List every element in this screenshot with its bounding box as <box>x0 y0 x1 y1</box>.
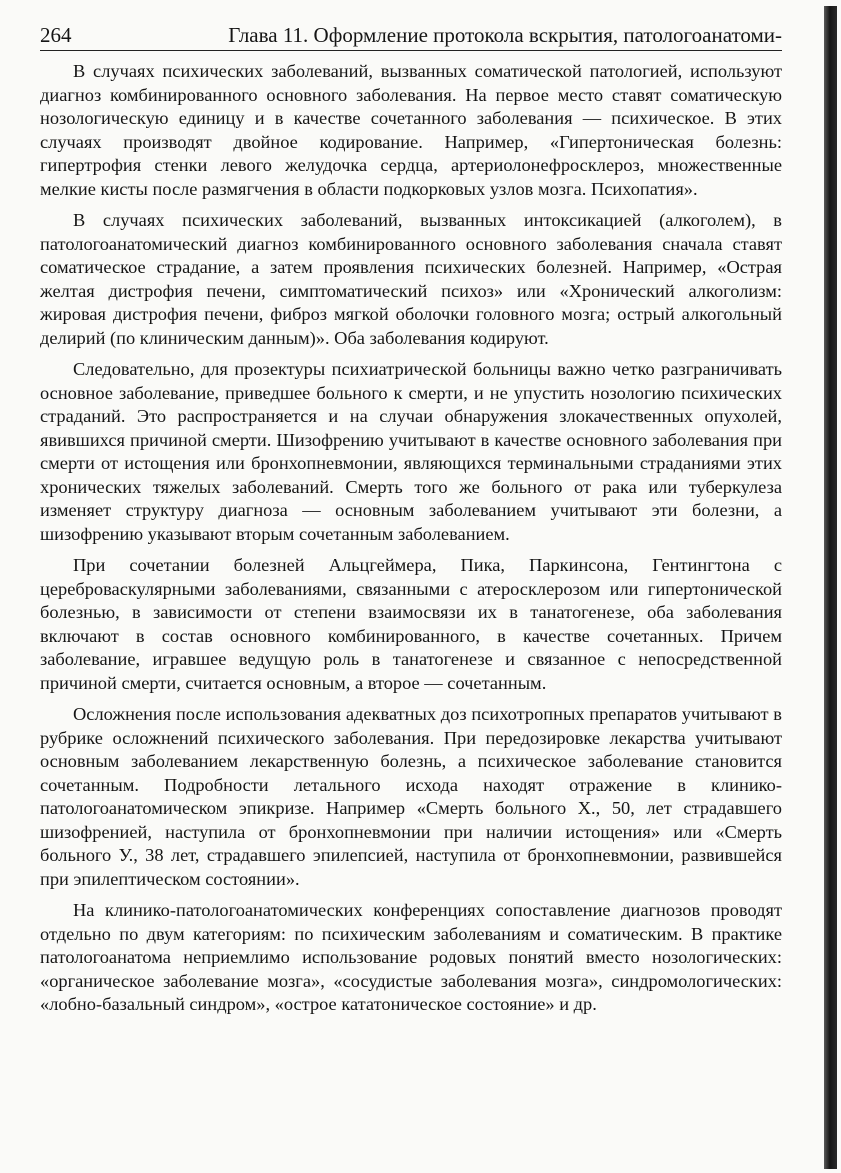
paragraph-5: Осложнения после использования адекватных доз психотропных препаратов учитывают в рубрике осложнений психического заболевания. При передозировке лекарства учитывают основным заболеванием лекарственную болезнь, а психическое заболевание становится сочетанным. Подробности летального исхода находят отражение в клинико-патологоанатомическом эпикризе. Например «Смерть больного Х., 50, лет страдавшего шизофренией, наступила от бронхопневмонии при наличии истощения» или «Смерть больного У., 38 лет, страдавшего эпилепсией, наступила от бронхопневмонии, развившейся при эпилептическом состоянии». <box>40 704 782 889</box>
paragraph-6: На клинико-патологоанатомических конференциях сопоставление диагнозов проводят отдельно по двум категориям: по психическим заболеваниям и соматическим. В практике патологоанатома неприемлимо использование родовых понятий вместо нозологических: «органическое заболевание мозга», «сосудистые заболевания мозга», синдромологических: «лобно-базальный синдром», «острое кататоническое состояние» и др. <box>40 900 782 1014</box>
chapter-title: Глава 11. Оформление протокола вскрытия, патологоанатоми- <box>228 23 782 47</box>
page-number: 264 <box>40 23 72 47</box>
paragraph-2: В случаях психических заболеваний, вызванных интоксикацией (алкоголем), в патологоанатомический диагноз комбинированного основного заболевания сначала ставят соматическое страдание, а затем проявления психических болезней. Например, «Острая желтая дистрофия печени, симптоматический психоз» или «Хронический алкоголизм: жировая дистрофия печени, фиброз мягкой оболочки головного мозга; острый алкогольный делирий (по клиническим данным)». Оба заболевания кодируют. <box>40 210 782 348</box>
paragraph-4: При сочетании болезней Альцгеймера, Пика, Паркинсона, Гентингтона с цереброваскулярными заболеваниями, связанными с атеросклерозом или гипертонической болезнью, в зависимости от степени взаимосвязи их в танатогенезе, оба заболевания включают в состав основного комбинированного, в качестве сочетанных. Причем заболевание, игравшее ведущую роль в танатогенезе и связанное с непосредственной причиной смерти, считается основным, а второе — сочетанным. <box>40 555 782 693</box>
running-head <box>40 20 782 51</box>
paragraph-3: Следовательно, для прозектуры психиатрической больницы важно четко разграничивать основное заболевание, приведшее больного к смерти, и не упустить нозологию психических страданий. Это распространяется и на случаи обнаружения злокачественных опухолей, явившихся причиной смерти. Шизофрению учитывают в качестве основного заболевания при смерти от истощения или бронхопневмонии, являющихся терминальными страданиями этих хронических тяжелых заболеваний. Смерть того же больного от рака или туберкулеза изменяет структуру диагноза — основным заболеванием учитывают эти болезни, а шизофрению указывают вторым сочетанным заболеванием. <box>40 359 782 544</box>
paragraph-1: В случаях психических заболеваний, вызванных соматической патологией, используют диагноз комбинированного основного заболевания. На первое место ставят соматическую нозологическую единицу и в качестве сочетанного заболевания — психическое. В этих случаях производят двойное кодирование. Например, «Гипертоническая болезнь: гипертрофия стенки левого желудочка сердца, артериолонефросклероз, множественные мелкие кисты после размягчения в области подкорковых узлов мозга. Психопатия». <box>40 61 782 199</box>
body-text <box>40 60 782 1025</box>
scan-edge-shadow <box>824 6 837 1169</box>
